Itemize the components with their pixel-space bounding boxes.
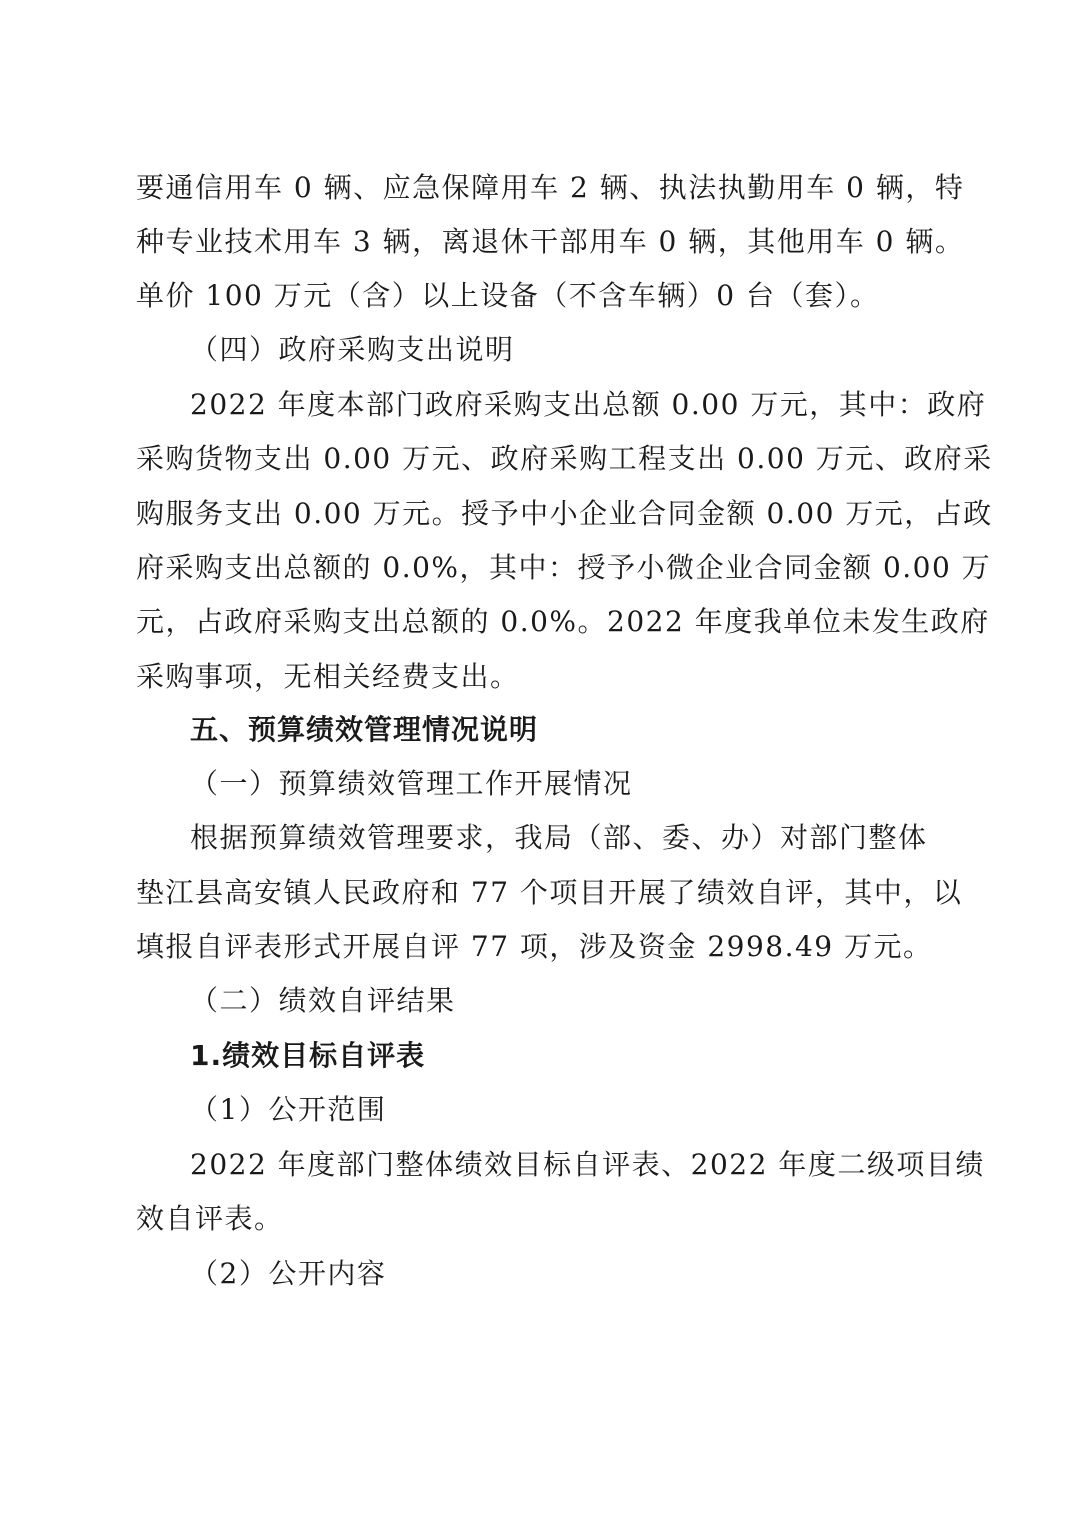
paragraph-line: 采购事项，无相关经费支出。	[136, 660, 520, 693]
paragraph-line: 垫江县高安镇人民政府和 77 个项目开展了绩效自评，其中，以	[136, 876, 963, 909]
subsection-heading-self-evaluation-results: （二）绩效自评结果	[190, 984, 456, 1017]
paragraph-line: 元，占政府采购支出总额的 0.0%。2022 年度我单位未发生政府	[136, 605, 990, 638]
paragraph-line: 要通信用车 0 辆、应急保障用车 2 辆、执法执勤用车 0 辆，特	[136, 171, 965, 204]
paragraph-line: 2022 年度本部门政府采购支出总额 0.00 万元，其中：政府	[190, 388, 987, 421]
item-heading-goal-self-evaluation-table: 1.绩效目标自评表	[190, 1039, 426, 1072]
paragraph-line: 种专业技术用车 3 辆，离退休干部用车 0 辆，其他用车 0 辆。	[136, 225, 965, 258]
paragraph-line: 购服务支出 0.00 万元。授予中小企业合同金额 0.00 万元，占政	[136, 497, 993, 530]
paragraph-line: 根据预算绩效管理要求，我局（部、委、办）对部门整体	[190, 821, 928, 854]
item-heading-disclosure-scope: （1）公开范围	[190, 1093, 387, 1126]
section-heading-government-procurement: （四）政府采购支出说明	[190, 333, 515, 366]
paragraph-line: 2022 年度部门整体绩效目标自评表、2022 年度二级项目绩	[190, 1148, 985, 1181]
item-heading-disclosure-content: （2）公开内容	[190, 1257, 387, 1290]
paragraph-line: 府采购支出总额的 0.0%，其中：授予小微企业合同金额 0.00 万	[136, 551, 992, 584]
paragraph-line: 效自评表。	[136, 1202, 284, 1235]
section-heading-performance-management: 五、预算绩效管理情况说明	[190, 713, 539, 746]
paragraph-line: 填报自评表形式开展自评 77 项，涉及资金 2998.49 万元。	[136, 930, 933, 963]
paragraph-line: 单价 100 万元（含）以上设备（不含车辆）0 台（套）。	[136, 279, 880, 312]
subsection-heading-work-progress: （一）预算绩效管理工作开展情况	[190, 767, 633, 800]
paragraph-line: 采购货物支出 0.00 万元、政府采购工程支出 0.00 万元、政府采	[136, 442, 993, 475]
